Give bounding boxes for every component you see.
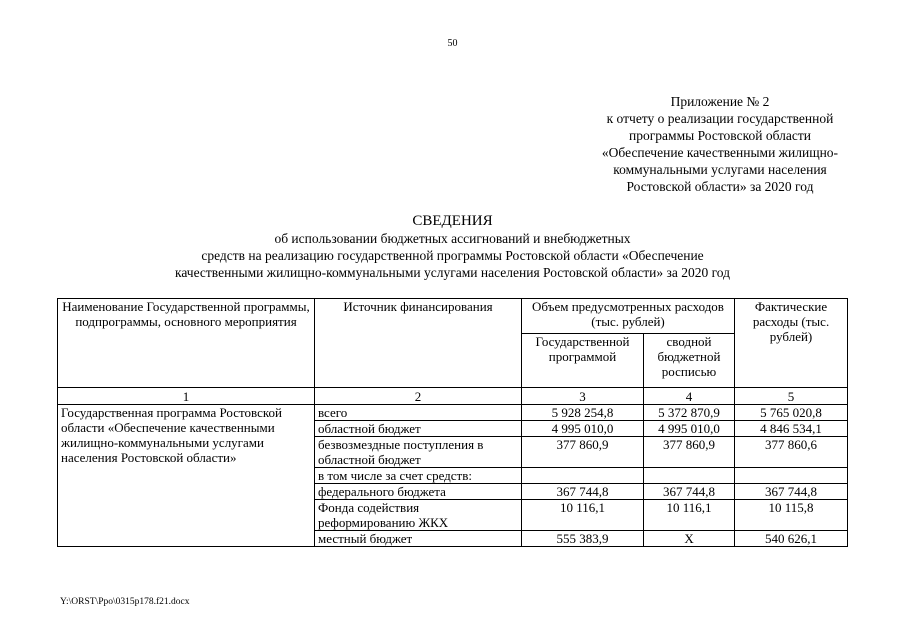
column-number: 2: [315, 388, 522, 405]
actual-value: [735, 468, 848, 484]
actual-value: 367 744,8: [735, 484, 848, 500]
column-number: 3: [522, 388, 644, 405]
appendix-line: к отчету о реализации государственной: [606, 111, 834, 126]
header-actual: Фактические расходы (тыс. рублей): [735, 299, 848, 388]
program-value: 555 383,9: [522, 531, 644, 547]
table-row: [58, 405, 848, 421]
budget-value: 367 744,8: [644, 484, 735, 500]
actual-value: 540 626,1: [735, 531, 848, 547]
budget-value: 377 860,9: [644, 437, 735, 468]
budget-value: [644, 468, 735, 484]
page-number: 50: [447, 38, 458, 49]
actual-value: 377 860,6: [735, 437, 848, 468]
source-cell: всего: [315, 405, 522, 421]
heading-line: качественными жилищно-коммунальными услугами населения Ростовской области» за 2020 год: [174, 265, 731, 280]
heading-line: об использовании бюджетных ассигнований и внебюджетных: [274, 231, 631, 246]
budget-value: 10 116,1: [644, 500, 735, 531]
source-cell: областной бюджет: [315, 421, 522, 437]
appendix-line: Ростовской области» за 2020 год: [626, 179, 814, 194]
program-value: 367 744,8: [522, 484, 644, 500]
source-cell: безвозмездные поступления в областной бюджет: [315, 437, 522, 468]
column-number: 4: [644, 388, 735, 405]
program-value: [522, 468, 644, 484]
appendix-line: коммунальными услугами населения: [613, 162, 827, 177]
source-cell: федерального бюджета: [315, 484, 522, 500]
program-value: 4 995 010,0: [522, 421, 644, 437]
appendix-line: программы Ростовской области: [629, 128, 811, 143]
budget-table: [57, 298, 848, 547]
budget-value: Х: [644, 531, 735, 547]
appendix-line: «Обеспечение качественными жилищно-: [601, 145, 839, 160]
document-heading: [0, 212, 905, 281]
column-number: 1: [58, 388, 315, 405]
source-cell: Фонда содействия реформированию ЖКХ: [315, 500, 522, 531]
appendix-line: Приложение № 2: [670, 94, 770, 109]
header-budget: сводной бюджетной росписью: [644, 334, 735, 388]
budget-value: 5 372 870,9: [644, 405, 735, 421]
header-name: Наименование Государственной программы, подпрограммы, основного мероприятия: [58, 299, 315, 388]
heading-title: СВЕДЕНИЯ: [412, 213, 493, 229]
file-path-footer: Y:\ORST\Ppo\0315p178.f21.docx: [60, 597, 190, 607]
program-name-cell: Государственная программа Ростовской области «Обеспечение качественными жилищно-коммунальными услугами населения Ростовской области»: [58, 405, 315, 547]
header-source: Источник финансирования: [315, 299, 522, 388]
program-value: 377 860,9: [522, 437, 644, 468]
source-cell: в том числе за счет средств:: [315, 468, 522, 484]
source-cell: местный бюджет: [315, 531, 522, 547]
table-header-row: [58, 299, 848, 334]
column-number-row: [58, 388, 848, 405]
budget-value: 4 995 010,0: [644, 421, 735, 437]
header-planned: Объем предусмотренных расходов (тыс. рублей): [522, 299, 735, 334]
appendix-block: [560, 93, 880, 195]
column-number: 5: [735, 388, 848, 405]
actual-value: 10 115,8: [735, 500, 848, 531]
actual-value: 4 846 534,1: [735, 421, 848, 437]
program-value: 5 928 254,8: [522, 405, 644, 421]
actual-value: 5 765 020,8: [735, 405, 848, 421]
header-program: Государственной программой: [522, 334, 644, 388]
program-value: 10 116,1: [522, 500, 644, 531]
heading-line: средств на реализацию государственной программы Ростовской области «Обеспечение: [201, 248, 704, 263]
